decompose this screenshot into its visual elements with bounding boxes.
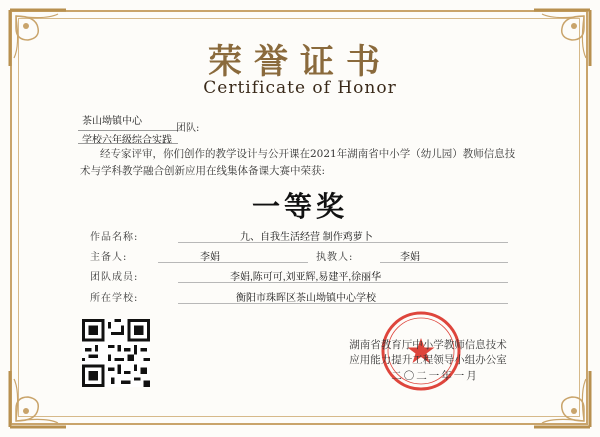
work-value: 九、自我生活经营 制作鸡萝卜 — [240, 232, 373, 243]
members-value: 李娟,陈可可,刘亚辉,易建平,徐丽华 — [230, 272, 382, 283]
certificate-body-text: 经专家评审，你们创作的教学设计与公开课在2021年湖南省中小学（幼儿园）教师信息技术与学科教学融合创新应用在线集体备课大赛中荣获: — [80, 148, 516, 177]
school-value: 衡阳市珠晖区茶山坳镇中心学校 — [236, 293, 376, 304]
corner-ornament-icon — [6, 367, 70, 431]
teacher-label: 执教人: — [316, 252, 354, 263]
organization-name: 茶山坳镇中心 — [82, 116, 142, 127]
corner-ornament-icon — [530, 367, 594, 431]
work-row — [90, 228, 510, 244]
award-title: 一等奖 — [251, 190, 348, 223]
school-row — [90, 289, 510, 305]
certificate-title-cn: 荣誉证书 — [208, 42, 392, 82]
certificate-title-en: Certificate of Honor — [203, 78, 397, 98]
underline — [158, 262, 308, 263]
underline — [78, 143, 178, 144]
lead-teacher-row — [90, 248, 510, 264]
issue-date: 二〇二一年一月 — [391, 370, 479, 382]
teacher-value: 李娟 — [400, 252, 420, 263]
members-label: 团队成员: — [90, 272, 139, 283]
school-label: 所在学校: — [90, 293, 139, 304]
team-name: 学校六年级综合实践 — [82, 135, 172, 146]
lead-label: 主备人: — [90, 252, 128, 263]
issuer-line-1: 湖南省教育厅中小学教师信息技术 — [349, 339, 507, 351]
qr-code-icon — [82, 319, 150, 387]
members-row — [90, 268, 510, 284]
lead-value: 李娟 — [200, 252, 220, 263]
work-label: 作品名称: — [90, 232, 139, 243]
issuer-line-2: 应用能力提升工程领导小组办公室 — [349, 354, 507, 366]
team-label: 团队: — [176, 123, 200, 134]
issuer-block — [338, 338, 518, 368]
